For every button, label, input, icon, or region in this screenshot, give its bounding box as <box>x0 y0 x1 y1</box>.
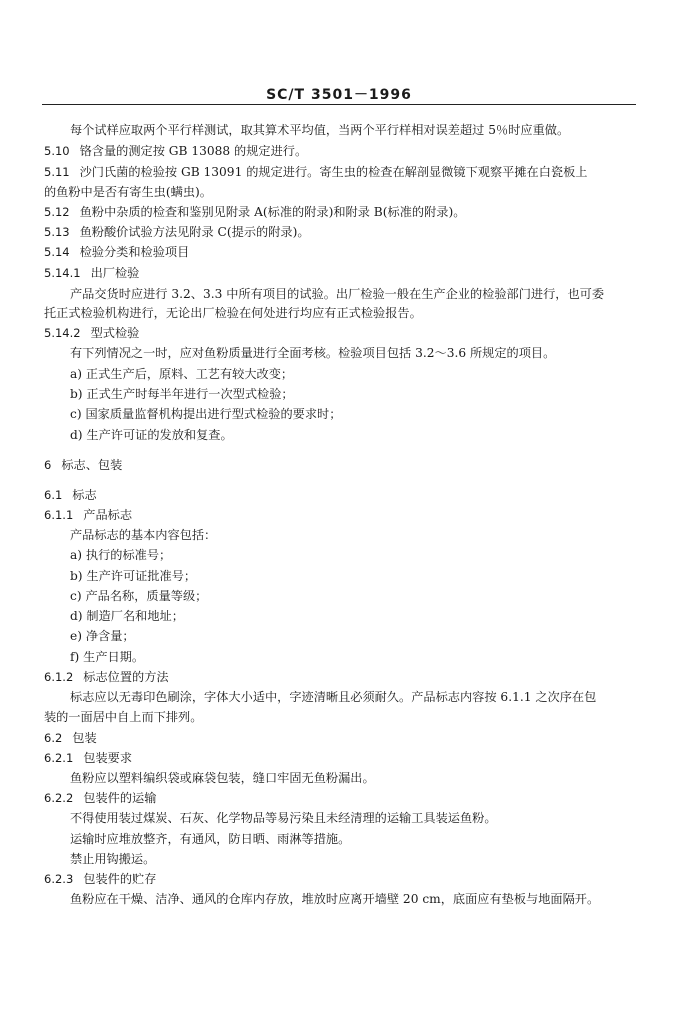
text-line: 不得使用装过煤炭、石灰、化学物品等易污染且未经清理的运输工具装运鱼粉。 <box>70 811 497 825</box>
text-line: 鱼粉应以塑料编织袋或麻袋包装，缝口牢固无鱼粉漏出。 <box>70 771 375 785</box>
text-line: 产品标志的基本内容包括： <box>70 528 217 542</box>
text-line: 禁止用钩搬运。 <box>70 852 156 866</box>
text-line: 托正式检验机构进行，无论出厂检验在何处进行均应有正式检验报告。 <box>44 306 422 320</box>
clause-6-2-1: 6.2.1 包装要求 <box>44 751 133 765</box>
clause-5-14-1: 5.14.1 出厂检验 <box>44 266 140 280</box>
clause-6-1: 6.1 标志 <box>44 488 97 502</box>
list-item: e) 净含量； <box>70 629 135 643</box>
clause-5-13: 5.13 鱼粉酸价试验方法见附录 C(提示的附录)。 <box>44 225 310 239</box>
text-line: 运输时应堆放整齐，有通风，防日晒、雨淋等措施。 <box>70 832 351 846</box>
list-item: b) 生产许可证批准号； <box>70 569 197 583</box>
list-item: f) 生产日期。 <box>70 650 145 664</box>
clause-5-14: 5.14 检验分类和检验项目 <box>44 245 190 259</box>
clause-5-14-2: 5.14.2 型式检验 <box>44 326 140 340</box>
clause-5-10: 5.10 铬含量的测定按 GB 13088 的规定进行。 <box>44 144 308 158</box>
list-item: a) 执行的标准号； <box>70 548 172 562</box>
list-item: c) 国家质量监督机构提出进行型式检验的要求时； <box>70 407 342 421</box>
clause-6-1-1: 6.1.1 产品标志 <box>44 508 133 522</box>
clause-6-2: 6.2 包装 <box>44 731 97 745</box>
list-item: a) 正式生产后，原料、工艺有较大改变； <box>70 367 294 381</box>
list-item: b) 正式生产时每半年进行一次型式检验； <box>70 387 294 401</box>
section-6-heading: 6 标志、包装 <box>44 458 123 472</box>
text-line: 产品交货时应进行 3.2、3.3 中所有项目的试验。出厂检验一般在生产企业的检验部门进行，也可委 <box>70 287 605 301</box>
text-line: 有下列情况之一时，应对鱼粉质量进行全面考核。检验项目包括 3.2～3.6 所规定的项目。 <box>70 346 556 360</box>
clause-6-2-2: 6.2.2 包装件的运输 <box>44 791 157 805</box>
text-line: 鱼粉应在干燥、洁净、通风的仓库内存放，堆放时应离开墙壁 20 cm，底面应有垫板与地面隔开。 <box>70 892 600 906</box>
text-line: 的鱼粉中是否有寄生虫(螨虫)。 <box>44 185 212 199</box>
list-item: d) 生产许可证的发放和复查。 <box>70 428 233 442</box>
clause-6-1-2: 6.1.2 标志位置的方法 <box>44 670 169 684</box>
list-item: c) 产品名称，质量等级； <box>70 589 208 603</box>
text-line: 标志应以无毒印色刷涂，字体大小适中，字迹清晰且必须耐久。产品标志内容按 6.1.1 之次序在包 <box>70 690 597 704</box>
text-line: 装的一面居中自上而下排列。 <box>44 710 203 724</box>
clause-5-11: 5.11 沙门氏菌的检验按 GB 13091 的规定进行。寄生虫的检查在解剖显微镜下观察平摊在白瓷板上 <box>44 165 588 179</box>
page-header: SC/T 3501－1996 <box>266 87 412 103</box>
clause-6-2-3: 6.2.3 包装件的贮存 <box>44 872 157 886</box>
clause-5-12: 5.12 鱼粉中杂质的检查和鉴别见附录 A(标准的附录)和附录 B(标准的附录)。 <box>44 205 466 219</box>
text-line: 每个试样应取两个平行样测试，取其算术平均值，当两个平行样相对误差超过 5％时应重做。 <box>70 123 570 137</box>
list-item: d) 制造厂名和地址； <box>70 609 184 623</box>
header-rule <box>42 104 636 105</box>
